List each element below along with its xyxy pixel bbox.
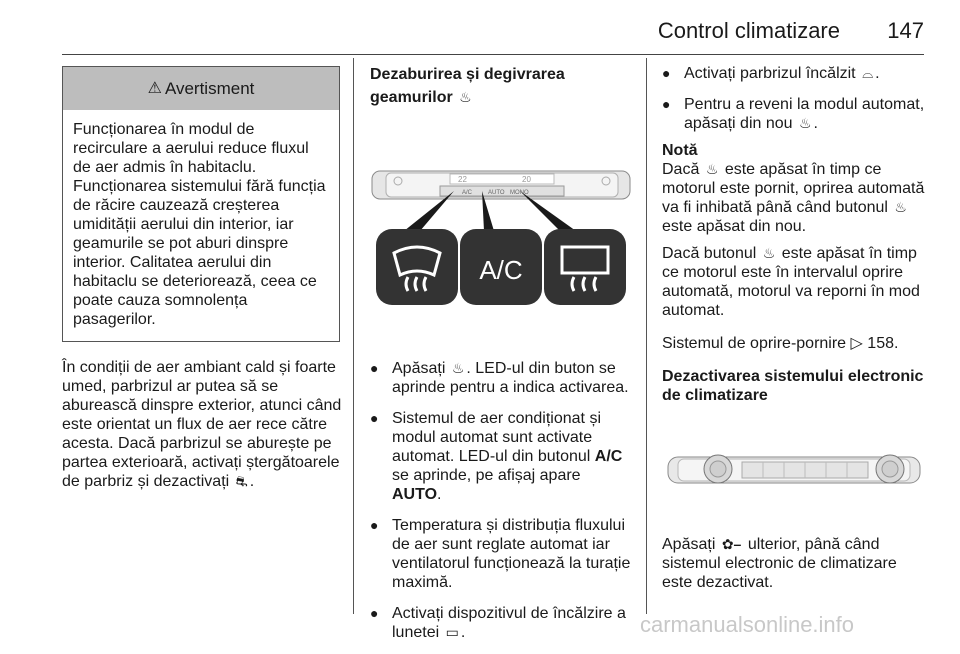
defrost-icon: ♨ (762, 245, 776, 261)
defrost-icon: ♨ (451, 360, 465, 376)
list-item: ● Activați dispozitivul de încălzire a lunetei ▭ . (370, 605, 626, 641)
warning-title: Avertisment (164, 79, 255, 98)
callout-defrost-windshield (376, 229, 458, 305)
stop-start-reference: Sistemul de oprire-pornire ▷ 158. (662, 335, 899, 352)
fan-minus-icon: ✿– (721, 536, 742, 552)
list-item: ● Activați parbrizul încălzit ⌓ . (662, 65, 880, 82)
column-2 (370, 64, 634, 654)
note-block: Notă Dacă ♨ este apăsat în timp ce motorul este pornit, oprirea automată va fi inhibată până când butonul ♨ este apăsat din nou. Dacă butonul ♨ este apăsat în timp ce motorul este în intervalul oprire automată, motorul va reporni în mod automat. (662, 141, 928, 320)
warning-text: Funcționarea în modul de recirculare a aerului reduce fluxul de aer admis în habitaclu. Funcționarea sistemului fără funcția de răcire cauzează creșterea umidității aerului din interior, iar geamurile se pot aburi dinspre interior. Calitatea aerului din habitaclu se deteriorează, ceea ce poate cauza somnolența pasagerilor. (73, 121, 326, 328)
list-item: ● Pentru a reveni la modul automat, apăsați din nou ♨ . (662, 96, 925, 132)
display-right-value: 20 (522, 175, 531, 184)
recirculation-icon: ⛐ (235, 473, 248, 489)
rear-window-heater-icon: ▭ (445, 624, 459, 640)
panel-btn-ac: A/C (462, 190, 473, 196)
page-header-title: Control climatizare (657, 18, 840, 43)
defrost-icon: ♨ (798, 115, 812, 131)
note-title: Notă (662, 142, 698, 159)
watermark-url: carmanualsonline.info (640, 612, 855, 637)
list-item: ● Sistemul de aer condiționat și modul automat sunt activate automat. LED-ul din butonul A/C se aprinde, pe afișaj apare AUTO. (370, 410, 623, 503)
panel-btn-mono: MONO (510, 190, 529, 196)
warning-triangle-icon: ⚠ (147, 80, 162, 97)
defrost-icon: ♨ (705, 161, 719, 177)
defrost-windshield-icon: ♨ (459, 89, 472, 105)
defrost-icon: ♨ (894, 199, 907, 215)
warning-header (63, 67, 339, 110)
deactivate-paragraph: Apăsați ✿– ulterior, până când sistemul electronic de climatizare este dezactivat. (662, 536, 897, 591)
column-1 (62, 64, 342, 505)
warning-box (62, 66, 340, 342)
column-3 (662, 64, 928, 606)
climate-panel-illustration (370, 165, 634, 315)
list-item: ● Apăsați ♨ . LED-ul din buton se aprinde pentru a indica activarea. (370, 360, 629, 396)
climate-control-illustration (662, 419, 928, 519)
callout-rear-defrost (544, 229, 626, 305)
ac-callout-label: A/C (479, 255, 523, 285)
list-item: ● Temperatura și distribuția fluxului de aer sunt reglate automat iar ventilatorul funcționează la turație maximă. (370, 517, 631, 591)
header-rule (62, 54, 924, 55)
panel-btn-auto: AUTO (488, 190, 505, 196)
section-title-deactivate: Dezactivarea sistemului electronic de climatizare (662, 368, 924, 404)
column-divider-1 (353, 58, 354, 614)
section-title-defog: Dezaburirea și degivrarea geamurilor ♨ (370, 66, 565, 106)
page-number: 147 (887, 18, 924, 43)
display-left-value: 22 (458, 175, 467, 184)
page-ref-arrow-icon: ▷ (850, 335, 863, 352)
humidity-paragraph: În condiții de aer ambiant cald și foarte umed, parbrizul ar putea să se aburească dinspre exterior, atunci când este orientat un flux de aer rece către acesta. Dacă parbrizul se aburește pe partea exterioară, activați ștergătoarele de parbriz și dezactivați ⛐ . (62, 359, 342, 490)
heated-windshield-icon: ⌓ (862, 65, 874, 81)
column-divider-2 (646, 58, 647, 614)
